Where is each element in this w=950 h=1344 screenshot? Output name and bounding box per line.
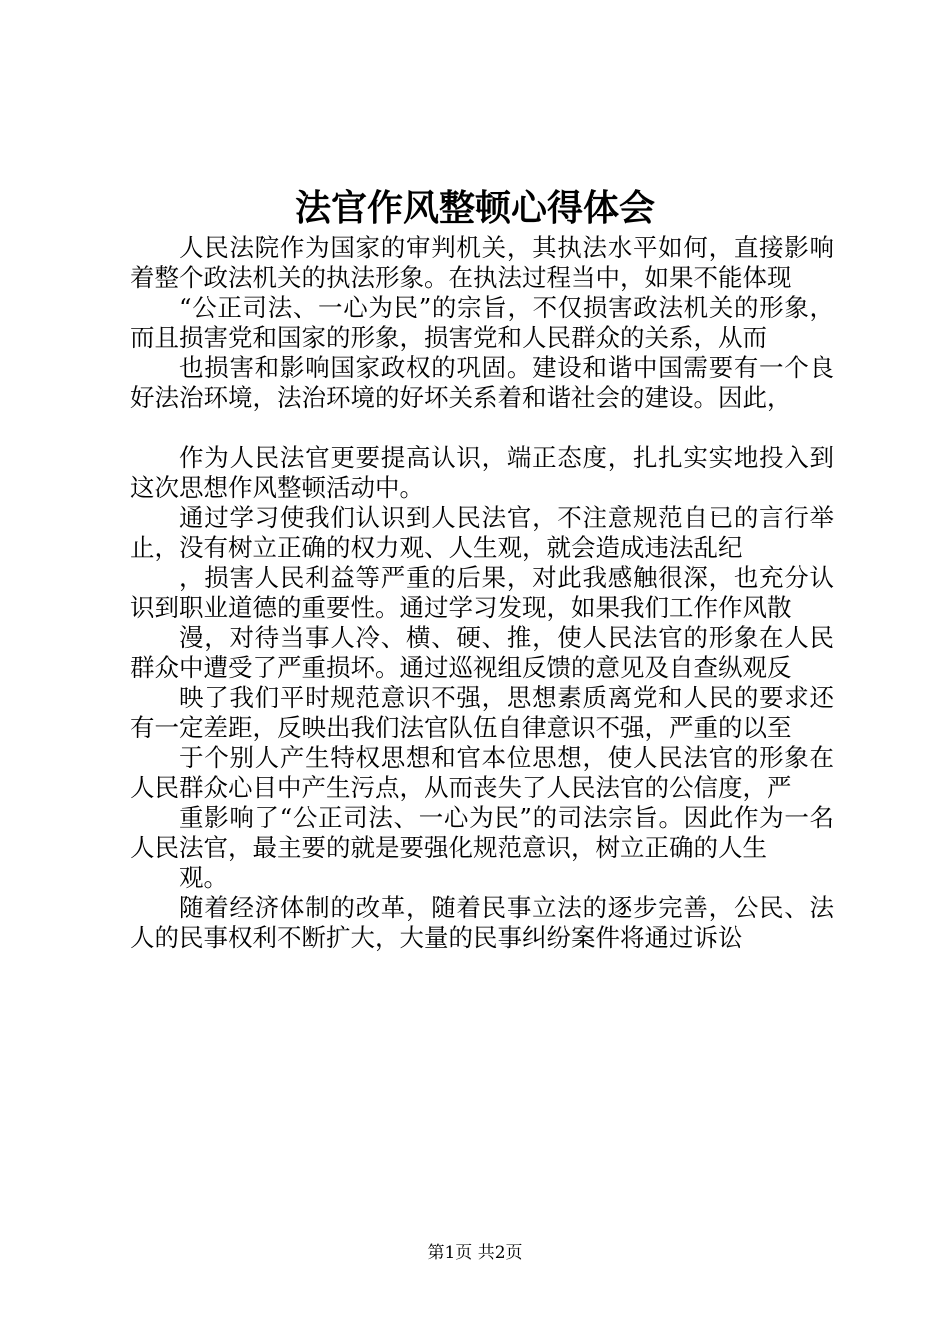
paragraph: 随着经济体制的改革，随着民事立法的逐步完善，公民、法人的民事权利不断扩大，大量的民事纠纷案件将通过诉讼 [130,893,834,952]
paragraph: ，损害人民利益等严重的后果，对此我感触很深，也充分认识到职业道德的重要性。通过学习发现，如果我们工作作风散 [130,563,834,622]
paragraph: 重影响了“公正司法、一心为民”的司法宗旨。因此作为一名人民法官，最主要的就是要强化规范意识，树立正确的人生 [130,803,834,862]
page-footer: 第1页 共2页 [427,1243,523,1263]
document-body [130,233,834,953]
paragraph: 通过学习使我们认识到人民法官，不注意规范自已的言行举止，没有树立正确的权力观、人生观，就会造成违法乱纪 [130,503,834,562]
paragraph: 观。 [179,863,228,892]
paragraph: 人民法院作为国家的审判机关，其执法水平如何，直接影响着整个政法机关的执法形象。在执法过程当中，如果不能体现 [130,233,834,292]
paragraph: 映了我们平时规范意识不强，思想素质离党和人民的要求还有一定差距，反映出我们法官队伍自律意识不强，严重的以至 [130,683,834,742]
paragraph: “公正司法、一心为民”的宗旨，不仅损害政法机关的形象，而且损害党和国家的形象，损害党和人民群众的关系，从而 [130,293,834,352]
paragraph: 作为人民法官更要提高认识，端正态度，扎扎实实地投入到这次思想作风整顿活动中。 [130,443,834,502]
paragraph: 于个别人产生特权思想和官本位思想，使人民法官的形象在人民群众心目中产生污点，从而丧失了人民法官的公信度，严 [130,743,834,802]
paragraph: 漫，对待当事人冷、横、硬、推，使人民法官的形象在人民群众中遭受了严重损坏。通过巡视组反馈的意见及自查纵观反 [130,623,834,682]
page-title: 法官作风整顿心得体会 [294,187,655,229]
paragraph: 也损害和影响国家政权的巩固。建设和谐中国需要有一个良好法治环境，法治环境的好坏关系着和谐社会的建设。因此， [130,353,834,412]
